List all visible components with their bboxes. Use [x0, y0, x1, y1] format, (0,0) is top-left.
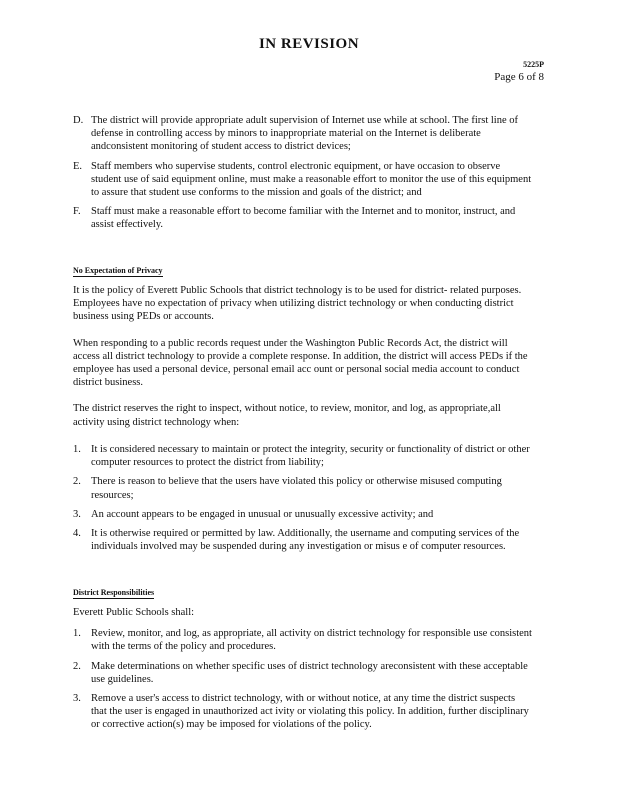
list-item — [73, 475, 533, 501]
list-item-text: Staff must make a reasonable effort to become familiar with the Internet and to monitor, instruct, and assist effectively. — [91, 206, 516, 231]
revision-title: IN REVISION — [258, 36, 360, 52]
list-item-text: It is otherwise required or permitted by law. Additionally, the username and computing services of the individuals involved may be suspended during any investigation or misus e of computer resources. — [91, 528, 520, 553]
list-item — [73, 660, 533, 686]
list-marker: 3. — [73, 693, 81, 705]
list-marker: 4. — [73, 528, 81, 540]
privacy-paragraph-3: The district reserves the right to inspect, without notice, to review, monitor, and log, as appropriate,all activity using district technology when: — [73, 403, 501, 428]
list-marker: D. — [73, 115, 84, 126]
list-marker: 2. — [73, 660, 81, 672]
privacy-paragraph-2: When responding to a public records request under the Washington Public Records Act, the district will access all district technology to provide a complete response. In addition, the district will access PEDs if the employee has used a personal device, personal email acc ount or personal social media account to conduct district business. — [73, 337, 528, 389]
list-item — [73, 443, 533, 469]
list-marker: 1. — [73, 628, 81, 640]
list-marker: 3. — [73, 508, 81, 520]
document-number: 5225P — [523, 60, 544, 69]
privacy-section — [73, 284, 533, 429]
list-item — [73, 627, 533, 653]
district-heading: District Responsibilities — [73, 588, 155, 597]
list-item-text: The district will provide appropriate adult supervision of Internet use while at school. The first line of defense in controlling access by minors to inappropriate material on the Internet is deliberate andconsistent monitoring of student access to district devices; — [91, 115, 518, 153]
district-section — [73, 606, 533, 738]
list-item — [73, 527, 533, 553]
list-item — [73, 160, 533, 200]
inspection-list — [73, 443, 533, 559]
list-item-text: Remove a user's access to district technology, with or without notice, at any time the district suspects that the user is engaged in unauthorized act ivity or violating this policy. In addition, further disciplinary or corrective action(s) may be imposed for violations of the policy. — [91, 693, 529, 731]
list-item — [73, 692, 533, 732]
list-item — [73, 114, 533, 154]
list-item-text: Staff members who supervise students, control electronic equipment, or have occasion to observe student use of said equipment online, must make a reasonable effort to monitor the use of this equipment to assure that student use conforms to the mission and goals of the district; and — [91, 160, 532, 199]
list-item-text: Make determinations on whether specific uses of district technology areconsistent with these acceptable use guidelines. — [91, 660, 528, 685]
list-marker: E. — [73, 160, 83, 172]
list-marker: 1. — [73, 444, 81, 455]
list-item-text: It is considered necessary to maintain or protect the integrity, security or functionality of district or other computer resources to protect the district from liability; — [91, 444, 530, 469]
list-item — [73, 205, 533, 231]
list-item-text: Review, monitor, and log, as appropriate, all activity on district technology for responsible use consistent with the terms of the policy and procedures. — [91, 628, 532, 653]
list-marker: F. — [73, 206, 81, 218]
list-item-text: An account appears to be engaged in unusual or unusually excessive activity; and — [91, 508, 434, 520]
supervision-list — [73, 114, 533, 238]
list-marker: 2. — [73, 476, 81, 488]
district-intro: Everett Public Schools shall: — [73, 607, 195, 618]
page-number: Page 6 of 8 — [494, 71, 544, 83]
privacy-paragraph-1: It is the policy of Everett Public Schools that district technology is to be used for district- related purposes. Employees have no expectation of privacy when utilizing district technology or when conducting district business using PEDs or accounts. — [73, 285, 522, 323]
list-item — [73, 508, 533, 521]
privacy-heading: No Expectation of Privacy — [73, 266, 163, 275]
list-item-text: There is reason to believe that the users have violated this policy or otherwise misused computing resources; — [91, 476, 502, 501]
